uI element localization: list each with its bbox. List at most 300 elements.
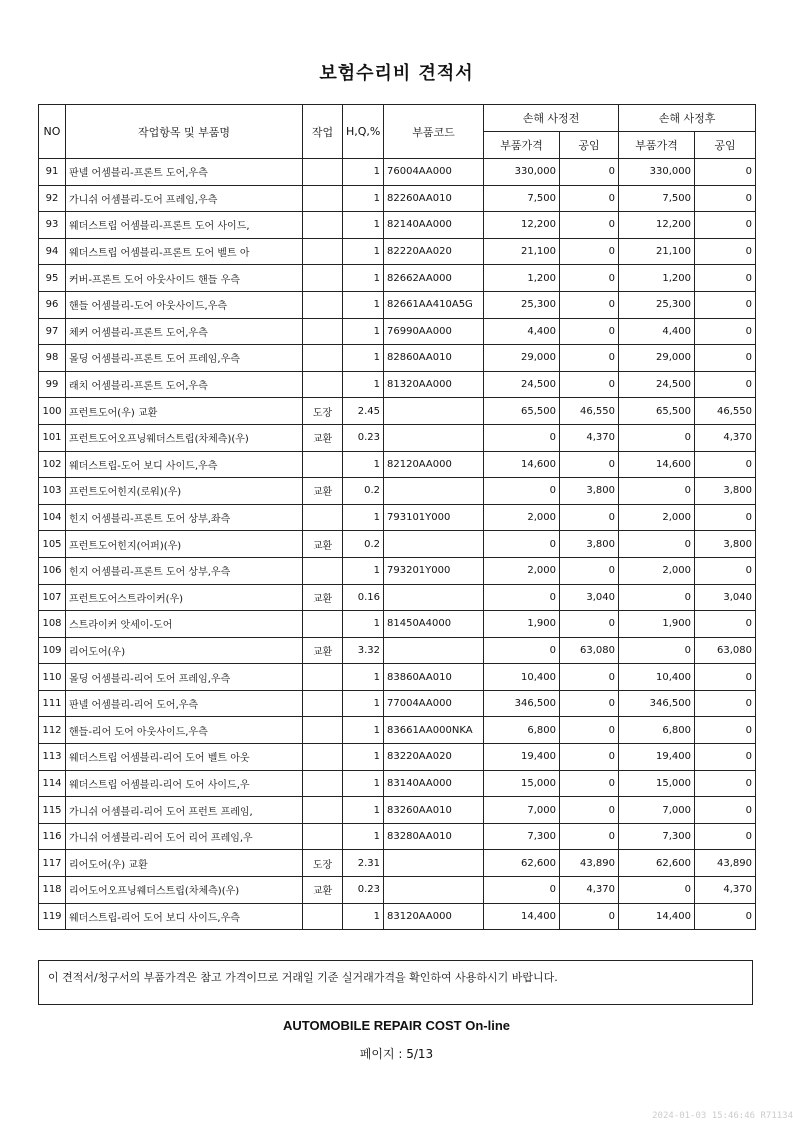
cell-work: [303, 504, 343, 531]
cell-hq: 1: [343, 504, 384, 531]
cell-before-price: 7,000: [484, 797, 560, 824]
cell-after-price: 0: [619, 531, 695, 558]
cell-after-price: 7,300: [619, 823, 695, 850]
cell-hq: 1: [343, 345, 384, 372]
cell-hq: 1: [343, 717, 384, 744]
table-row: [39, 611, 756, 638]
cell-after-price: 7,500: [619, 185, 695, 212]
cell-hq: 2.31: [343, 850, 384, 877]
cell-part-code: [384, 478, 484, 505]
table-row: [39, 159, 756, 186]
cell-before-labor: 0: [560, 291, 619, 318]
cell-before-price: 0: [484, 531, 560, 558]
cell-no: 93: [39, 212, 66, 239]
cell-work: 도장: [303, 850, 343, 877]
cell-item-name: 리어도어오프닝웨더스트립(차체측)(우): [66, 877, 303, 904]
cell-before-labor: 0: [560, 451, 619, 478]
cell-after-price: 19,400: [619, 744, 695, 771]
cell-no: 112: [39, 717, 66, 744]
cell-hq: 0.2: [343, 531, 384, 558]
cell-work: [303, 557, 343, 584]
cell-after-labor: 63,080: [695, 637, 756, 664]
cell-hq: 1: [343, 611, 384, 638]
cell-part-code: 82260AA010: [384, 185, 484, 212]
cell-item-name: 리어도어(우) 교환: [66, 850, 303, 877]
cell-before-price: 1,900: [484, 611, 560, 638]
cell-after-price: 29,000: [619, 345, 695, 372]
cell-hq: 0.23: [343, 877, 384, 904]
page-title: 보험수리비 견적서: [319, 63, 474, 84]
table-row: [39, 637, 756, 664]
cell-no: 91: [39, 159, 66, 186]
cell-work: [303, 291, 343, 318]
cell-after-labor: 0: [695, 159, 756, 186]
cell-no: 106: [39, 557, 66, 584]
cell-after-price: 330,000: [619, 159, 695, 186]
cell-item-name: 핸들 어셈블리-도어 아웃사이드,우측: [66, 291, 303, 318]
table-row: [39, 424, 756, 451]
cell-hq: 1: [343, 690, 384, 717]
cell-item-name: 웨더스트립-리어 도어 보디 사이드,우측: [66, 903, 303, 930]
estimate-table: [38, 104, 756, 930]
cell-work: [303, 185, 343, 212]
cell-before-price: 7,500: [484, 185, 560, 212]
cell-after-price: 4,400: [619, 318, 695, 345]
cell-before-labor: 0: [560, 903, 619, 930]
cell-item-name: 웨더스트립 어셈블리-프론트 도어 벨트 아: [66, 238, 303, 265]
table-row: [39, 504, 756, 531]
cell-no: 98: [39, 345, 66, 372]
cell-work: 교환: [303, 637, 343, 664]
cell-before-price: 0: [484, 478, 560, 505]
cell-after-price: 12,200: [619, 212, 695, 239]
cell-no: 103: [39, 478, 66, 505]
cell-before-price: 14,600: [484, 451, 560, 478]
cell-work: 교환: [303, 877, 343, 904]
cell-before-price: 0: [484, 877, 560, 904]
cell-after-labor: 43,890: [695, 850, 756, 877]
cell-part-code: 82662AA000: [384, 265, 484, 292]
cell-work: [303, 265, 343, 292]
cell-before-price: 29,000: [484, 345, 560, 372]
cell-no: 104: [39, 504, 66, 531]
cell-hq: 1: [343, 451, 384, 478]
cell-part-code: 793201Y000: [384, 557, 484, 584]
cell-after-labor: 0: [695, 744, 756, 771]
cell-part-code: [384, 877, 484, 904]
cell-after-labor: 46,550: [695, 398, 756, 425]
cell-item-name: 웨더스트립 어셈블리-프론트 도어 사이드,: [66, 212, 303, 239]
cell-before-price: 346,500: [484, 690, 560, 717]
cell-before-price: 21,100: [484, 238, 560, 265]
header-part-code: 부품코드: [384, 105, 484, 159]
cell-work: [303, 664, 343, 691]
cell-work: [303, 717, 343, 744]
cell-part-code: [384, 584, 484, 611]
cell-hq: 1: [343, 212, 384, 239]
cell-no: 113: [39, 744, 66, 771]
cell-hq: 1: [343, 770, 384, 797]
cell-before-price: 0: [484, 637, 560, 664]
table-row: [39, 531, 756, 558]
header-row: [39, 105, 756, 132]
cell-before-price: 24,500: [484, 371, 560, 398]
price-notice: 이 견적서/청구서의 부품가격은 참고 가격이므로 거래일 기준 실거래가격을 확인하여 사용하시기 바랍니다.: [38, 960, 753, 1005]
header-item-name: 작업항목 및 부품명: [66, 105, 303, 159]
cell-before-price: 330,000: [484, 159, 560, 186]
cell-before-labor: 4,370: [560, 424, 619, 451]
cell-no: 108: [39, 611, 66, 638]
cell-work: [303, 823, 343, 850]
table-row: [39, 345, 756, 372]
cell-after-price: 0: [619, 877, 695, 904]
cell-part-code: [384, 531, 484, 558]
table-row: [39, 877, 756, 904]
cell-after-labor: 0: [695, 770, 756, 797]
cell-hq: 1: [343, 238, 384, 265]
cell-no: 116: [39, 823, 66, 850]
cell-item-name: 가니쉬 어셈블리-리어 도어 프런트 프레임,: [66, 797, 303, 824]
cell-no: 114: [39, 770, 66, 797]
cell-hq: 1: [343, 291, 384, 318]
cell-part-code: 83140AA000: [384, 770, 484, 797]
cell-part-code: 76990AA000: [384, 318, 484, 345]
cell-work: [303, 797, 343, 824]
cell-before-labor: 0: [560, 744, 619, 771]
table-row: [39, 265, 756, 292]
cell-item-name: 판넬 어셈블리-리어 도어,우측: [66, 690, 303, 717]
table-row: [39, 903, 756, 930]
cell-hq: 2.45: [343, 398, 384, 425]
cell-after-price: 0: [619, 424, 695, 451]
cell-before-price: 6,800: [484, 717, 560, 744]
cell-work: [303, 238, 343, 265]
cell-before-labor: 0: [560, 690, 619, 717]
cell-after-labor: 0: [695, 291, 756, 318]
cell-after-labor: 0: [695, 185, 756, 212]
table-row: [39, 690, 756, 717]
cell-part-code: [384, 637, 484, 664]
cell-before-labor: 3,800: [560, 531, 619, 558]
table-row: [39, 291, 756, 318]
cell-part-code: [384, 850, 484, 877]
cell-after-price: 25,300: [619, 291, 695, 318]
table-row: [39, 850, 756, 877]
cell-before-labor: 0: [560, 159, 619, 186]
cell-item-name: 리어도어(우): [66, 637, 303, 664]
header-after-price: 부품가격: [619, 132, 695, 159]
cell-item-name: 체커 어셈블리-프론트 도어,우측: [66, 318, 303, 345]
cell-before-price: 2,000: [484, 557, 560, 584]
cell-work: [303, 744, 343, 771]
cell-no: 105: [39, 531, 66, 558]
cell-part-code: 83260AA010: [384, 797, 484, 824]
cell-part-code: [384, 424, 484, 451]
cell-before-labor: 0: [560, 664, 619, 691]
cell-after-labor: 3,800: [695, 478, 756, 505]
cell-before-labor: 3,800: [560, 478, 619, 505]
cell-after-price: 7,000: [619, 797, 695, 824]
cell-before-labor: 0: [560, 345, 619, 372]
cell-before-price: 10,400: [484, 664, 560, 691]
cell-work: [303, 690, 343, 717]
cell-no: 101: [39, 424, 66, 451]
table-row: [39, 557, 756, 584]
cell-after-labor: 0: [695, 265, 756, 292]
cell-hq: 1: [343, 371, 384, 398]
cell-part-code: 793101Y000: [384, 504, 484, 531]
cell-work: [303, 451, 343, 478]
cell-after-price: 346,500: [619, 690, 695, 717]
cell-hq: 0.16: [343, 584, 384, 611]
cell-after-price: 1,900: [619, 611, 695, 638]
cell-item-name: 몰딩 어셈블리-프론트 도어 프레임,우측: [66, 345, 303, 372]
cell-no: 92: [39, 185, 66, 212]
cell-after-price: 62,600: [619, 850, 695, 877]
cell-work: 교환: [303, 424, 343, 451]
cell-before-price: 7,300: [484, 823, 560, 850]
header-after-assessment: 손해 사정후: [619, 105, 756, 132]
cell-before-price: 14,400: [484, 903, 560, 930]
cell-item-name: 몰딩 어셈블리-리어 도어 프레임,우측: [66, 664, 303, 691]
cell-hq: 1: [343, 823, 384, 850]
cell-before-price: 2,000: [484, 504, 560, 531]
cell-after-labor: 0: [695, 690, 756, 717]
cell-after-labor: 0: [695, 797, 756, 824]
cell-work: [303, 318, 343, 345]
header-work: 작업: [303, 105, 343, 159]
cell-before-labor: 0: [560, 238, 619, 265]
cell-after-labor: 0: [695, 823, 756, 850]
cell-part-code: [384, 398, 484, 425]
cell-hq: 1: [343, 903, 384, 930]
cell-part-code: 82120AA000: [384, 451, 484, 478]
cell-before-labor: 0: [560, 797, 619, 824]
cell-before-labor: 43,890: [560, 850, 619, 877]
cell-before-price: 65,500: [484, 398, 560, 425]
cell-part-code: 81320AA000: [384, 371, 484, 398]
cell-work: [303, 770, 343, 797]
cell-before-price: 25,300: [484, 291, 560, 318]
cell-part-code: 82661AA410A5G: [384, 291, 484, 318]
cell-after-price: 14,400: [619, 903, 695, 930]
cell-after-labor: 0: [695, 664, 756, 691]
cell-no: 109: [39, 637, 66, 664]
cell-before-price: 1,200: [484, 265, 560, 292]
cell-after-price: 10,400: [619, 664, 695, 691]
cell-after-price: 24,500: [619, 371, 695, 398]
cell-work: 도장: [303, 398, 343, 425]
cell-hq: 1: [343, 318, 384, 345]
cell-after-labor: 0: [695, 238, 756, 265]
cell-after-price: 2,000: [619, 557, 695, 584]
cell-no: 99: [39, 371, 66, 398]
cell-work: [303, 371, 343, 398]
cell-after-price: 0: [619, 637, 695, 664]
cell-before-labor: 0: [560, 185, 619, 212]
cell-after-labor: 3,800: [695, 531, 756, 558]
cell-after-labor: 4,370: [695, 877, 756, 904]
header-before-assessment: 손해 사정전: [484, 105, 619, 132]
header-before-price: 부품가격: [484, 132, 560, 159]
cell-after-price: 2,000: [619, 504, 695, 531]
cell-item-name: 판넬 어셈블리-프론트 도어,우측: [66, 159, 303, 186]
cell-after-labor: 0: [695, 717, 756, 744]
cell-before-labor: 0: [560, 504, 619, 531]
cell-no: 115: [39, 797, 66, 824]
header-before-labor: 공임: [560, 132, 619, 159]
cell-after-labor: 0: [695, 903, 756, 930]
cell-part-code: 83661AA000NKA: [384, 717, 484, 744]
cell-before-price: 12,200: [484, 212, 560, 239]
cell-hq: 0.23: [343, 424, 384, 451]
footer-brand: AUTOMOBILE REPAIR COST On-line: [282, 1018, 511, 1033]
cell-before-labor: 63,080: [560, 637, 619, 664]
cell-after-labor: 0: [695, 611, 756, 638]
cell-hq: 1: [343, 664, 384, 691]
table-row: [39, 823, 756, 850]
cell-hq: 1: [343, 159, 384, 186]
cell-no: 118: [39, 877, 66, 904]
cell-before-labor: 0: [560, 717, 619, 744]
table-row: [39, 478, 756, 505]
header-no: NO: [39, 105, 66, 159]
cell-hq: 1: [343, 744, 384, 771]
cell-no: 119: [39, 903, 66, 930]
cell-part-code: 83220AA020: [384, 744, 484, 771]
cell-item-name: 가니쉬 어셈블리-도어 프레임,우측: [66, 185, 303, 212]
cell-item-name: 가니쉬 어셈블리-리어 도어 리어 프레임,우: [66, 823, 303, 850]
cell-part-code: 77004AA000: [384, 690, 484, 717]
cell-part-code: 82220AA020: [384, 238, 484, 265]
cell-no: 100: [39, 398, 66, 425]
cell-work: 교환: [303, 531, 343, 558]
cell-part-code: 81450A4000: [384, 611, 484, 638]
cell-item-name: 힌지 어셈블리-프론트 도어 상부,좌측: [66, 504, 303, 531]
cell-before-labor: 0: [560, 212, 619, 239]
cell-part-code: 83860AA010: [384, 664, 484, 691]
cell-work: [303, 159, 343, 186]
print-timestamp: 2024-01-03 15:46:46 R71134: [652, 1111, 793, 1121]
cell-before-labor: 3,040: [560, 584, 619, 611]
cell-no: 97: [39, 318, 66, 345]
cell-no: 96: [39, 291, 66, 318]
cell-before-labor: 0: [560, 557, 619, 584]
cell-item-name: 프런트도어스트라이커(우): [66, 584, 303, 611]
cell-work: [303, 345, 343, 372]
page-number: 페이지 : 5/13: [359, 1047, 434, 1061]
cell-item-name: 스트라이커 앗세이-도어: [66, 611, 303, 638]
table-row: [39, 797, 756, 824]
cell-after-price: 21,100: [619, 238, 695, 265]
cell-item-name: 프런트도어(우) 교환: [66, 398, 303, 425]
cell-part-code: 76004AA000: [384, 159, 484, 186]
table-row: [39, 371, 756, 398]
cell-after-price: 0: [619, 478, 695, 505]
cell-before-price: 19,400: [484, 744, 560, 771]
table-row: [39, 318, 756, 345]
table-row: [39, 744, 756, 771]
cell-part-code: 82140AA000: [384, 212, 484, 239]
cell-after-labor: 0: [695, 451, 756, 478]
header-after-labor: 공임: [695, 132, 756, 159]
cell-hq: 3.32: [343, 637, 384, 664]
cell-item-name: 커버-프론트 도어 아웃사이드 핸들 우측: [66, 265, 303, 292]
cell-after-labor: 0: [695, 371, 756, 398]
cell-after-labor: 0: [695, 318, 756, 345]
cell-after-labor: 0: [695, 557, 756, 584]
table-row: [39, 185, 756, 212]
cell-hq: 1: [343, 265, 384, 292]
cell-after-price: 14,600: [619, 451, 695, 478]
cell-before-labor: 0: [560, 770, 619, 797]
table-body: [39, 159, 756, 930]
cell-work: [303, 611, 343, 638]
cell-before-labor: 4,370: [560, 877, 619, 904]
cell-after-labor: 0: [695, 345, 756, 372]
cell-hq: 1: [343, 797, 384, 824]
cell-item-name: 프런트도어힌지(어퍼)(우): [66, 531, 303, 558]
cell-work: [303, 903, 343, 930]
cell-no: 110: [39, 664, 66, 691]
table-row: [39, 770, 756, 797]
cell-item-name: 웨더스트립-도어 보디 사이드,우측: [66, 451, 303, 478]
cell-no: 102: [39, 451, 66, 478]
cell-hq: 0.2: [343, 478, 384, 505]
table-row: [39, 238, 756, 265]
cell-no: 111: [39, 690, 66, 717]
cell-item-name: 웨더스트립 어셈블리-리어 도어 벨트 아웃: [66, 744, 303, 771]
cell-after-labor: 0: [695, 504, 756, 531]
table-row: [39, 451, 756, 478]
table-row: [39, 212, 756, 239]
cell-after-price: 15,000: [619, 770, 695, 797]
cell-part-code: 83280AA010: [384, 823, 484, 850]
cell-item-name: 래치 어셈블리-프론트 도어,우측: [66, 371, 303, 398]
cell-before-price: 0: [484, 424, 560, 451]
cell-hq: 1: [343, 185, 384, 212]
cell-after-labor: 4,370: [695, 424, 756, 451]
cell-before-labor: 46,550: [560, 398, 619, 425]
cell-part-code: 82860AA010: [384, 345, 484, 372]
cell-item-name: 힌지 어셈블리-프론트 도어 상부,우측: [66, 557, 303, 584]
cell-before-labor: 0: [560, 265, 619, 292]
cell-before-price: 4,400: [484, 318, 560, 345]
cell-work: 교환: [303, 584, 343, 611]
cell-item-name: 프런트도어힌지(로워)(우): [66, 478, 303, 505]
cell-work: 교환: [303, 478, 343, 505]
cell-after-price: 1,200: [619, 265, 695, 292]
table-row: [39, 584, 756, 611]
table-row: [39, 717, 756, 744]
cell-no: 117: [39, 850, 66, 877]
cell-no: 95: [39, 265, 66, 292]
cell-before-labor: 0: [560, 611, 619, 638]
cell-no: 107: [39, 584, 66, 611]
cell-before-price: 0: [484, 584, 560, 611]
cell-hq: 1: [343, 557, 384, 584]
cell-before-labor: 0: [560, 823, 619, 850]
cell-item-name: 핸들-리어 도어 아웃사이드,우측: [66, 717, 303, 744]
header-hq: H,Q,%: [343, 105, 384, 159]
cell-before-price: 62,600: [484, 850, 560, 877]
cell-item-name: 웨더스트립 어셈블리-리어 도어 사이드,우: [66, 770, 303, 797]
cell-work: [303, 212, 343, 239]
cell-before-labor: 0: [560, 318, 619, 345]
cell-before-labor: 0: [560, 371, 619, 398]
cell-part-code: 83120AA000: [384, 903, 484, 930]
cell-item-name: 프런트도어오프닝웨더스트립(차체측)(우): [66, 424, 303, 451]
